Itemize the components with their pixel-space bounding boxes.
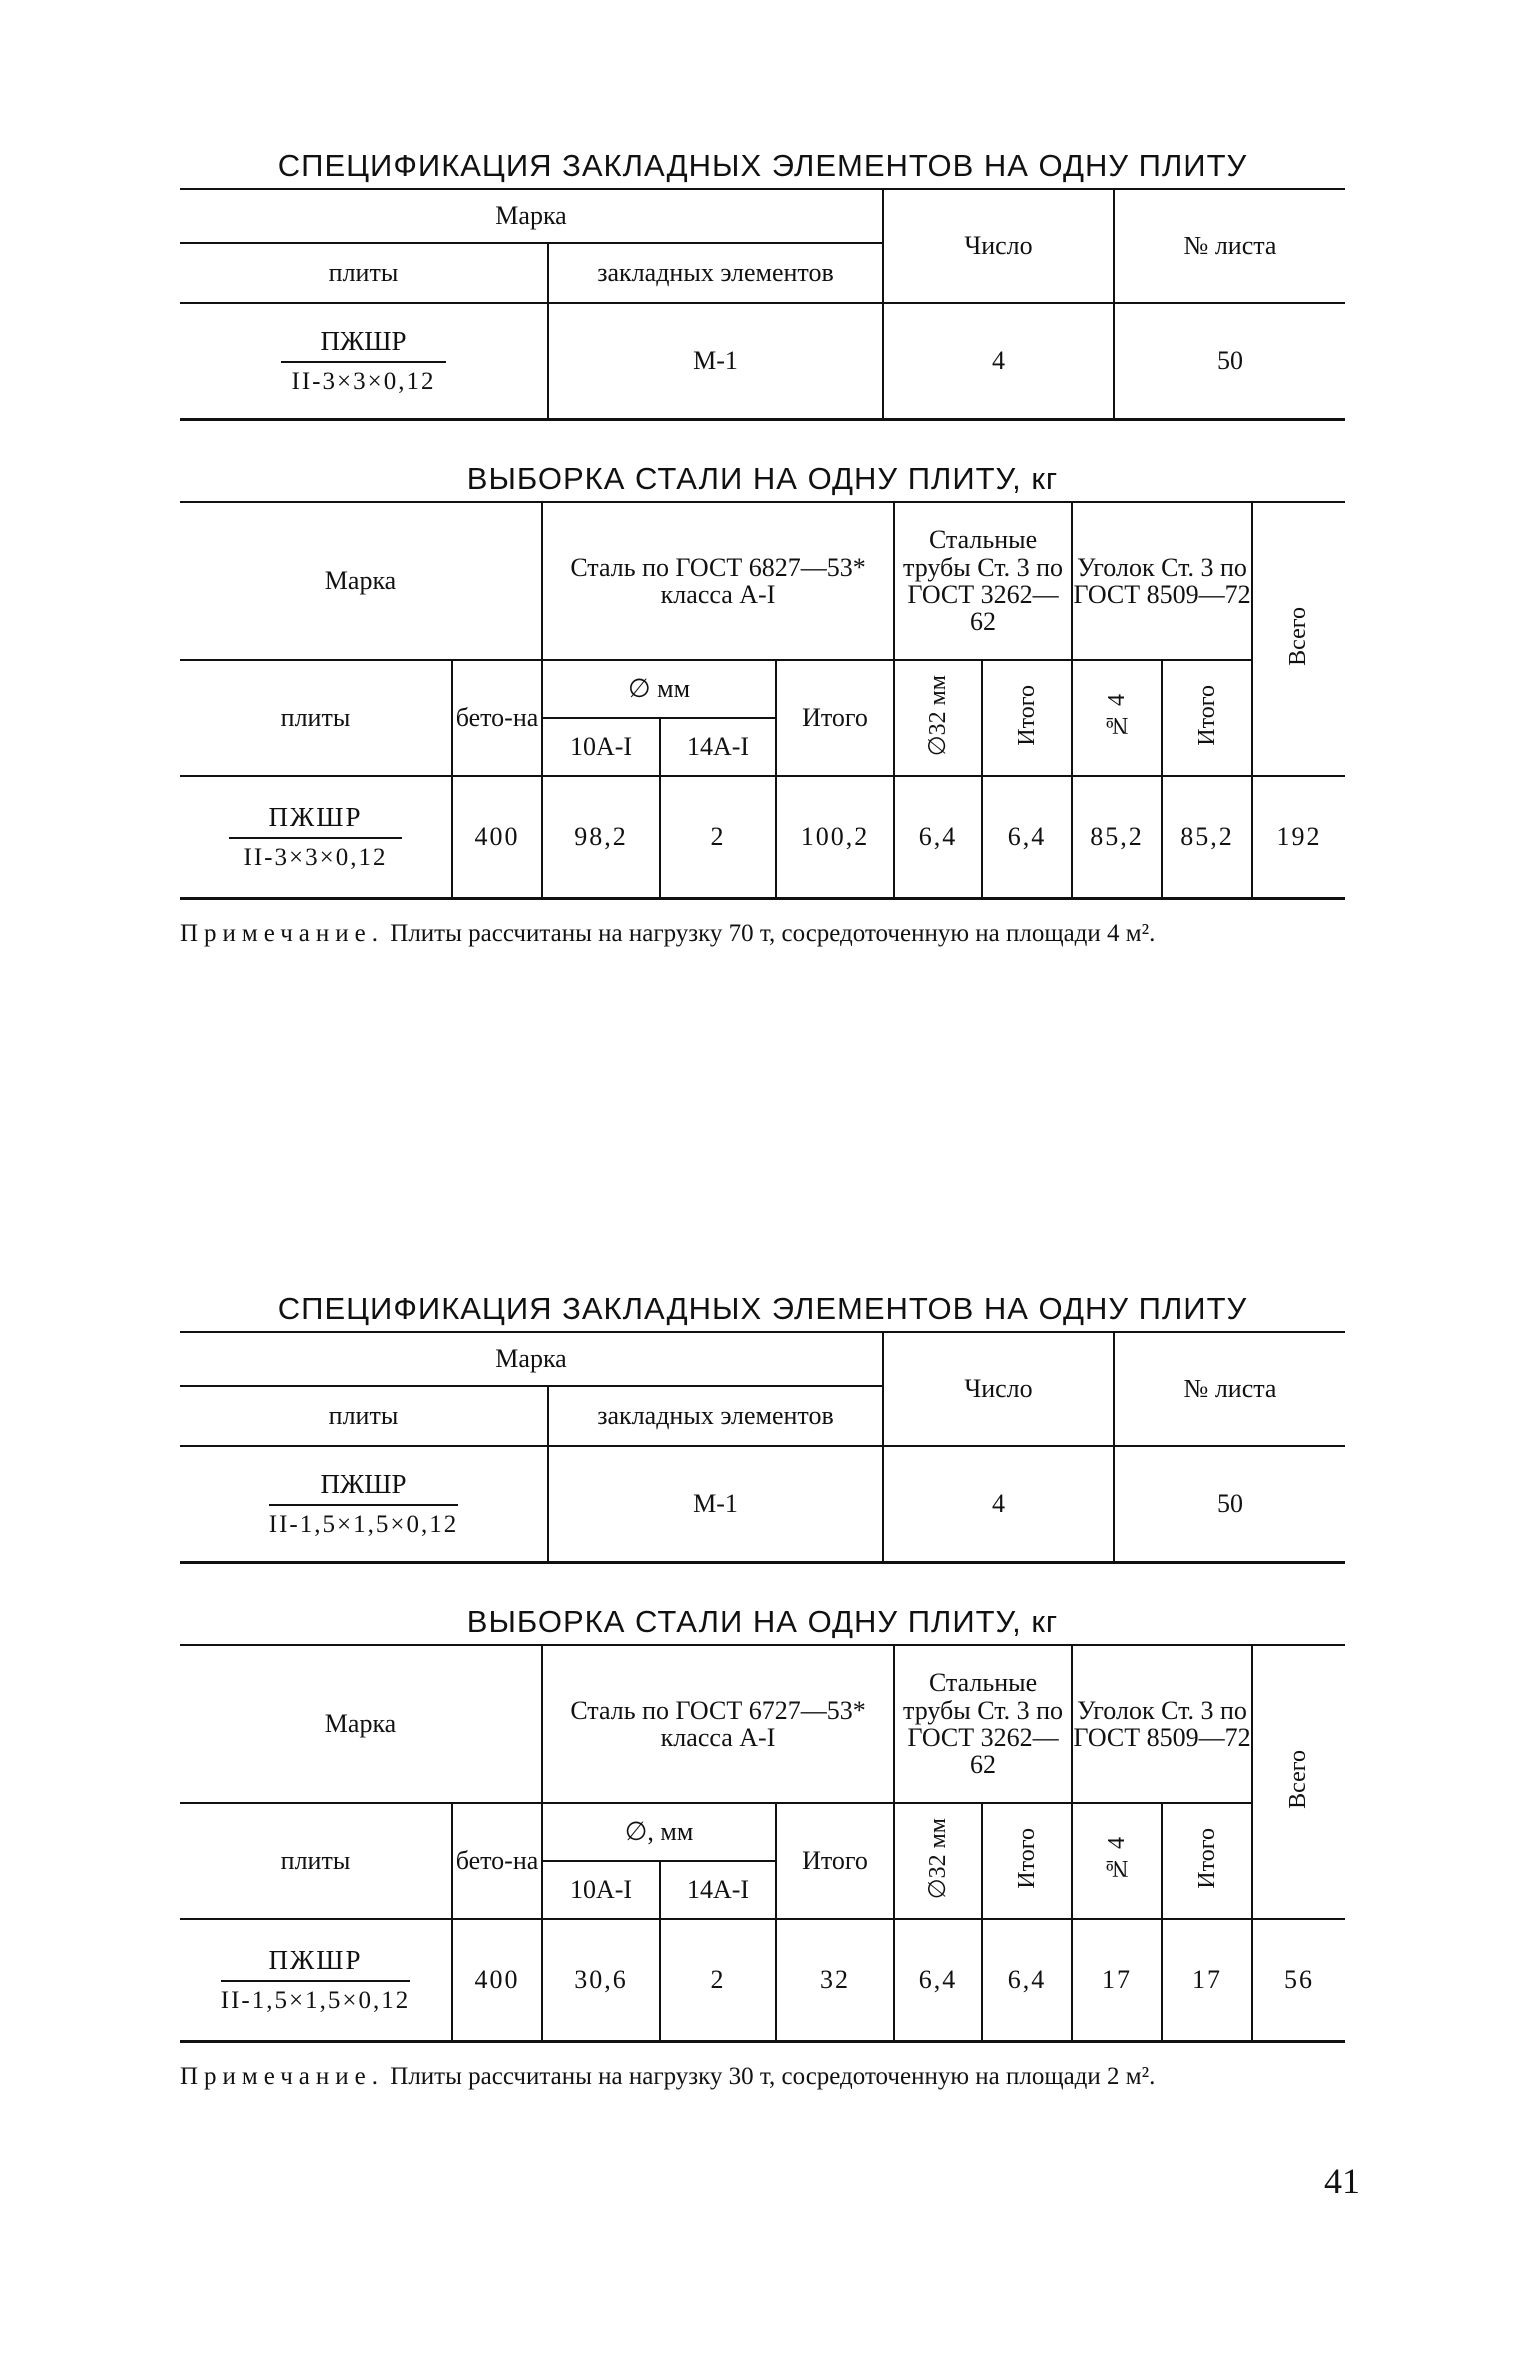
- header-ugolok: Уголок Ст. 3 по ГОСТ 8509—72: [1072, 502, 1252, 660]
- header-stal: Сталь по ГОСТ 6827—53* класса А-I: [542, 502, 894, 660]
- header-betona: бето-на: [452, 660, 542, 776]
- cell-no4: 85,2: [1072, 776, 1162, 899]
- note-text: Плиты рассчитаны на нагрузку 70 т, сосредоточенную на площади 4 м².: [390, 920, 1156, 947]
- cell-truba32: 6,4: [894, 776, 982, 899]
- note: [180, 2061, 1345, 2092]
- header-plity: плиты: [328, 1401, 399, 1430]
- header-truba32: ∅32 мм: [894, 1803, 982, 1919]
- cell-chislo: 4: [883, 1446, 1114, 1563]
- header-itogo-truby: Итого: [982, 660, 1072, 776]
- header-ugolok: Уголок Ст. 3 по ГОСТ 8509—72: [1072, 1645, 1252, 1803]
- plita-top: ПЖШР: [229, 804, 403, 839]
- section-2: [180, 1287, 1345, 2092]
- note-text: Плиты рассчитаны на нагрузку 30 т, сосредоточенную на площади 2 м².: [390, 2063, 1156, 2090]
- header-itogo-truby: Итого: [982, 1803, 1072, 1919]
- header-vsego: Всего: [1252, 1645, 1345, 1919]
- cell-itogo-ugolok: 17: [1162, 1919, 1252, 2042]
- cell-d10: 30,6: [542, 1919, 660, 2042]
- cell-chislo: 4: [883, 303, 1114, 420]
- steel-table: [180, 501, 1345, 900]
- plita-bottom: II-1,5×1,5×0,12: [268, 1511, 459, 1538]
- cell-no4: 17: [1072, 1919, 1162, 2042]
- cell-itogo-truby: 6,4: [982, 1919, 1072, 2042]
- header-d10: 10А-I: [542, 718, 660, 776]
- header-truba32: ∅32 мм: [894, 660, 982, 776]
- plita-top: ПЖШР: [269, 1471, 458, 1506]
- cell-list: 50: [1114, 1446, 1345, 1563]
- cell-itogo-ugolok: 85,2: [1162, 776, 1252, 899]
- cell-itogo-truby: 6,4: [982, 776, 1072, 899]
- note-label: Примечание.: [180, 2063, 385, 2090]
- spec-title: СПЕЦИФИКАЦИЯ ЗАКЛАДНЫХ ЭЛЕМЕНТОВ НА ОДНУ ПЛИТУ: [277, 1291, 1248, 1326]
- spec-title: СПЕЦИФИКАЦИЯ ЗАКЛАДНЫХ ЭЛЕМЕНТОВ НА ОДНУ ПЛИТУ: [277, 148, 1248, 183]
- note-label: Примечание.: [180, 920, 385, 947]
- header-truby: Стальные трубы Ст. 3 по ГОСТ 3262—62: [894, 502, 1072, 660]
- header-d14: 14А-I: [660, 1861, 776, 1919]
- header-list: № листа: [1114, 1332, 1345, 1446]
- cell-beton: 400: [452, 1919, 542, 2042]
- header-no4: № 4: [1072, 660, 1162, 776]
- header-diam: ∅, мм: [542, 1803, 776, 1861]
- cell-plita: [180, 1446, 548, 1563]
- cell-d10: 98,2: [542, 776, 660, 899]
- header-marka: Марка: [324, 566, 397, 596]
- header-betona: бето-на: [452, 1803, 542, 1919]
- cell-truba32: 6,4: [894, 1919, 982, 2042]
- header-no4: № 4: [1072, 1803, 1162, 1919]
- plita-bottom: II-3×3×0,12: [291, 368, 436, 395]
- cell-d14: 2: [660, 1919, 776, 2042]
- cell-plita: [180, 303, 548, 420]
- cell-plita: [180, 1919, 452, 2042]
- cell-itogo: 32: [776, 1919, 894, 2042]
- section-1: [180, 144, 1345, 949]
- header-marka: Марка: [180, 1332, 883, 1386]
- plita-top: ПЖШР: [281, 328, 447, 363]
- cell-element: М-1: [548, 1446, 883, 1563]
- header-vsego: Всего: [1252, 502, 1345, 776]
- header-zakl: закладных элементов: [548, 243, 883, 303]
- steel-table: [180, 1644, 1345, 2043]
- steel-title: ВЫБОРКА СТАЛИ НА ОДНУ ПЛИТУ, кг: [466, 1604, 1059, 1639]
- header-d10: 10А-I: [542, 1861, 660, 1919]
- spec-table: [180, 1331, 1345, 1564]
- header-marka: Марка: [324, 1709, 397, 1739]
- header-chislo: Число: [883, 1332, 1114, 1446]
- cell-itogo: 100,2: [776, 776, 894, 899]
- cell-vsego: 56: [1252, 1919, 1345, 2042]
- cell-list: 50: [1114, 303, 1345, 420]
- cell-plita: [180, 776, 452, 899]
- header-plity: плиты: [180, 660, 452, 776]
- header-itogo-ugolok: Итого: [1162, 1803, 1252, 1919]
- cell-element: М-1: [548, 303, 883, 420]
- cell-beton: 400: [452, 776, 542, 899]
- spec-table: [180, 188, 1345, 421]
- header-d14: 14А-I: [660, 718, 776, 776]
- header-list: № листа: [1114, 189, 1345, 303]
- header-zakl: закладных элементов: [548, 1386, 883, 1446]
- plita-bottom: II-1,5×1,5×0,12: [220, 1987, 411, 2014]
- header-itogo: Итого: [776, 660, 894, 776]
- header-diam: ∅ мм: [542, 660, 776, 718]
- cell-d14: 2: [660, 776, 776, 899]
- cell-vsego: 192: [1252, 776, 1345, 899]
- plita-top: ПЖШР: [221, 1947, 410, 1982]
- header-itogo-ugolok: Итого: [1162, 660, 1252, 776]
- header-plity: плиты: [180, 1803, 452, 1919]
- header-marka: Марка: [180, 189, 883, 243]
- header-plity: плиты: [328, 258, 399, 287]
- plita-bottom: II-3×3×0,12: [243, 844, 388, 871]
- note: [180, 918, 1345, 949]
- header-truby: Стальные трубы Ст. 3 по ГОСТ 3262—62: [894, 1645, 1072, 1803]
- header-chislo: Число: [883, 189, 1114, 303]
- steel-title: ВЫБОРКА СТАЛИ НА ОДНУ ПЛИТУ, кг: [466, 461, 1059, 496]
- page-number: 41: [1324, 2161, 1360, 2201]
- header-stal: Сталь по ГОСТ 6727—53* класса А-I: [542, 1645, 894, 1803]
- header-itogo: Итого: [776, 1803, 894, 1919]
